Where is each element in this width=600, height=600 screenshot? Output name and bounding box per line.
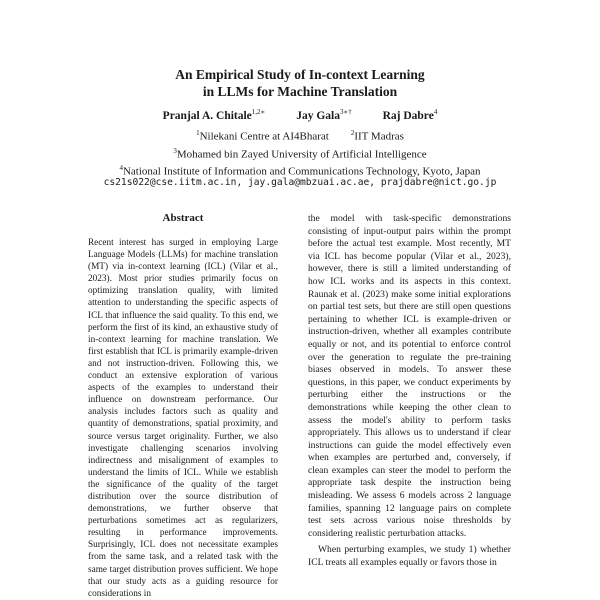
abstract-text: Recent interest has surged in employing Large Language Models (LLMs) for machine translation (MT) via in-context learning (ICL) (Vilar et al., 2023). Most prior studies primarily focus on optimizing translation quality, with limited attention to understanding the specific aspects of ICL that influence the said quality. To this end, we perform the first of its kind, an exhaustive study of in-context learning for machine translation. We first establish that ICL is primarily example-driven and not instruction-driven. Following this, we conduct an extensive exploration of various aspects of the examples to understand their influence on downstream performance. Our analysis includes factors such as quality and quantity of demonstrations, spatial proximity, and source versus target originality. Further, we also investigate challenging scenarios involving indirectness and misalignment of examples to understand the limits of ICL. While we establish the significance of the quality of the target distribution over the source distribution of demonstrations, we further observe that perturbations sometimes act as regularizers, resulting in performance improvements. Surprisingly, ICL does not necessitate examples from the same task, and a related task with the same target distribution proves sufficient. We hope that our study acts as a guiding resource for considerations in: [88, 238, 278, 599]
intro-paragraph-2: When perturbing examples, we study 1) whether ICL treats all examples equally or favors those in: [308, 544, 511, 569]
author-sup: 3∗†: [339, 108, 352, 116]
author-sup: 4: [433, 108, 438, 116]
author-2: [296, 108, 352, 122]
abstract-body: [88, 237, 278, 600]
affiliations: [0, 126, 600, 179]
title-line-1: An Empirical Study of In-context Learning: [175, 67, 425, 82]
affiliation-sup: 1: [196, 129, 200, 137]
paper-title: [0, 66, 600, 100]
intro-paragraph-1: the model with task-specific demonstrations consisting of input-output pairs within the prompt before the actual test example. Most recently, MT via ICL has become popular (Vilar et al., 2023), however, there is still a limited understanding of how ICL works and its aspects in this context. Raunak et al. (2023) make some initial explorations on partial test sets, but there are still open questions pertaining to whether ICL is example-driven or instruction-driven, whether all examples contribute equally or not, and its potential to enforce control over the generation to regulate the pre-training biases observed in models. To answer these questions, in this paper, we conduct experiments by perturbing either the instructions or the demonstrations while keeping the other clean to assess the model's ability to perform tasks appropriately. This allows us to understand if clear instructions can guide the model effectively even when examples are perturbed and, conversely, if clean examples can steer the model to perform the appropriate task despite the instruction being misleading. We assess 6 models across 2 language families, spanning 12 language pairs on complete test sets across various noise thresholds by considering realistic perturbation attacks.: [308, 213, 511, 539]
affiliation-sup: 4: [119, 164, 123, 173]
affiliation-4: National Institute of Information and Communications Technology, Kyoto, Japan: [122, 165, 481, 178]
abstract-heading: Abstract: [162, 212, 204, 224]
affiliation-1: Nilekani Centre at AI4Bharat: [199, 130, 329, 143]
author-name: Jay Gala: [296, 109, 340, 122]
affiliation-2: IIT Madras: [354, 130, 404, 143]
author-name: Raj Dabre: [382, 109, 434, 122]
affiliation-row-1: [0, 126, 600, 144]
author-sup: 1,2∗: [251, 108, 266, 116]
affiliation-3: Mohamed bin Zayed University of Artificial Intelligence: [176, 148, 427, 161]
author-3: [383, 108, 438, 122]
author-emails: cs21s022@cse.iitm.ac.in, jay.gala@mbzuai.ac.ae, prajdabre@nict.go.jp: [103, 177, 497, 188]
title-line-2: in LLMs for Machine Translation: [202, 84, 398, 99]
author-name: Pranjal A. Chitale: [162, 109, 252, 122]
affiliation-row-2: [0, 144, 600, 162]
introduction-column: [308, 213, 511, 570]
affiliation-sup: 2: [350, 129, 355, 137]
author-1: [163, 108, 266, 122]
affiliation-sup: 3: [173, 146, 177, 155]
author-list: [0, 108, 600, 122]
